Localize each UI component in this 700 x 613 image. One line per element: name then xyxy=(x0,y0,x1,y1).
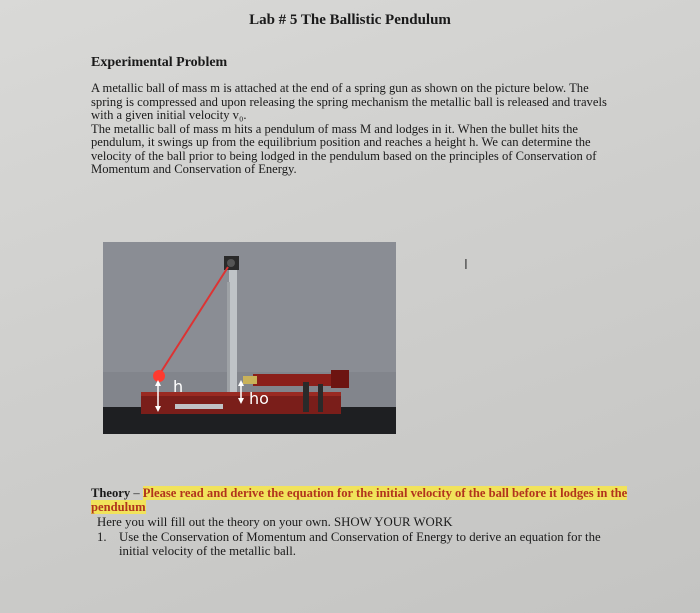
list-item-text: Use the Conservation of Momentum and Conservation of Energy to derive an equation for the initial velocity of the metallic ball. xyxy=(119,530,601,558)
theory-intro: Here you will fill out the theory on your own. SHOW YOUR WORK xyxy=(97,515,453,529)
theory-highlighted-instruction: Please read and derive the equation for the initial velocity of the ball before it lodges in the pendulum xyxy=(91,486,628,514)
ballistic-pendulum-photo xyxy=(103,242,396,434)
list-item-number: 1. xyxy=(97,530,107,544)
problem-paragraph-1: A metallic ball of mass m is attached at the end of a spring gun as shown on the picture below. The spring is compressed and upon releasing the spring mechanism the metallic ball is released and travels with a given initial velocity v₀. xyxy=(91,81,607,122)
experimental-problem-text xyxy=(91,82,611,177)
theory-heading-line xyxy=(91,486,651,514)
theory-label: Theory xyxy=(91,486,131,500)
page-title: Lab # 5 The Ballistic Pendulum xyxy=(249,12,451,28)
apparatus-illustration xyxy=(103,242,396,434)
height-h-label: h xyxy=(173,377,184,396)
problem-paragraph-2: The metallic ball of mass m hits a pendulum of mass M and lodges in it. When the bullet hits the pendulum, it swings up from the equilibrium position and reaches a height h. We can determine the velocity of the ball prior to being lodged in the pendulum based on the principles of Conservation of Momentum and Conservation of Energy. xyxy=(91,121,597,176)
experimental-problem-heading: Experimental Problem xyxy=(91,55,228,70)
theory-body xyxy=(97,515,617,558)
theory-list-item xyxy=(97,530,617,558)
theory-dash: – xyxy=(130,486,143,500)
text-cursor-icon: I xyxy=(464,258,468,273)
height-ho-label: ho xyxy=(249,389,269,408)
